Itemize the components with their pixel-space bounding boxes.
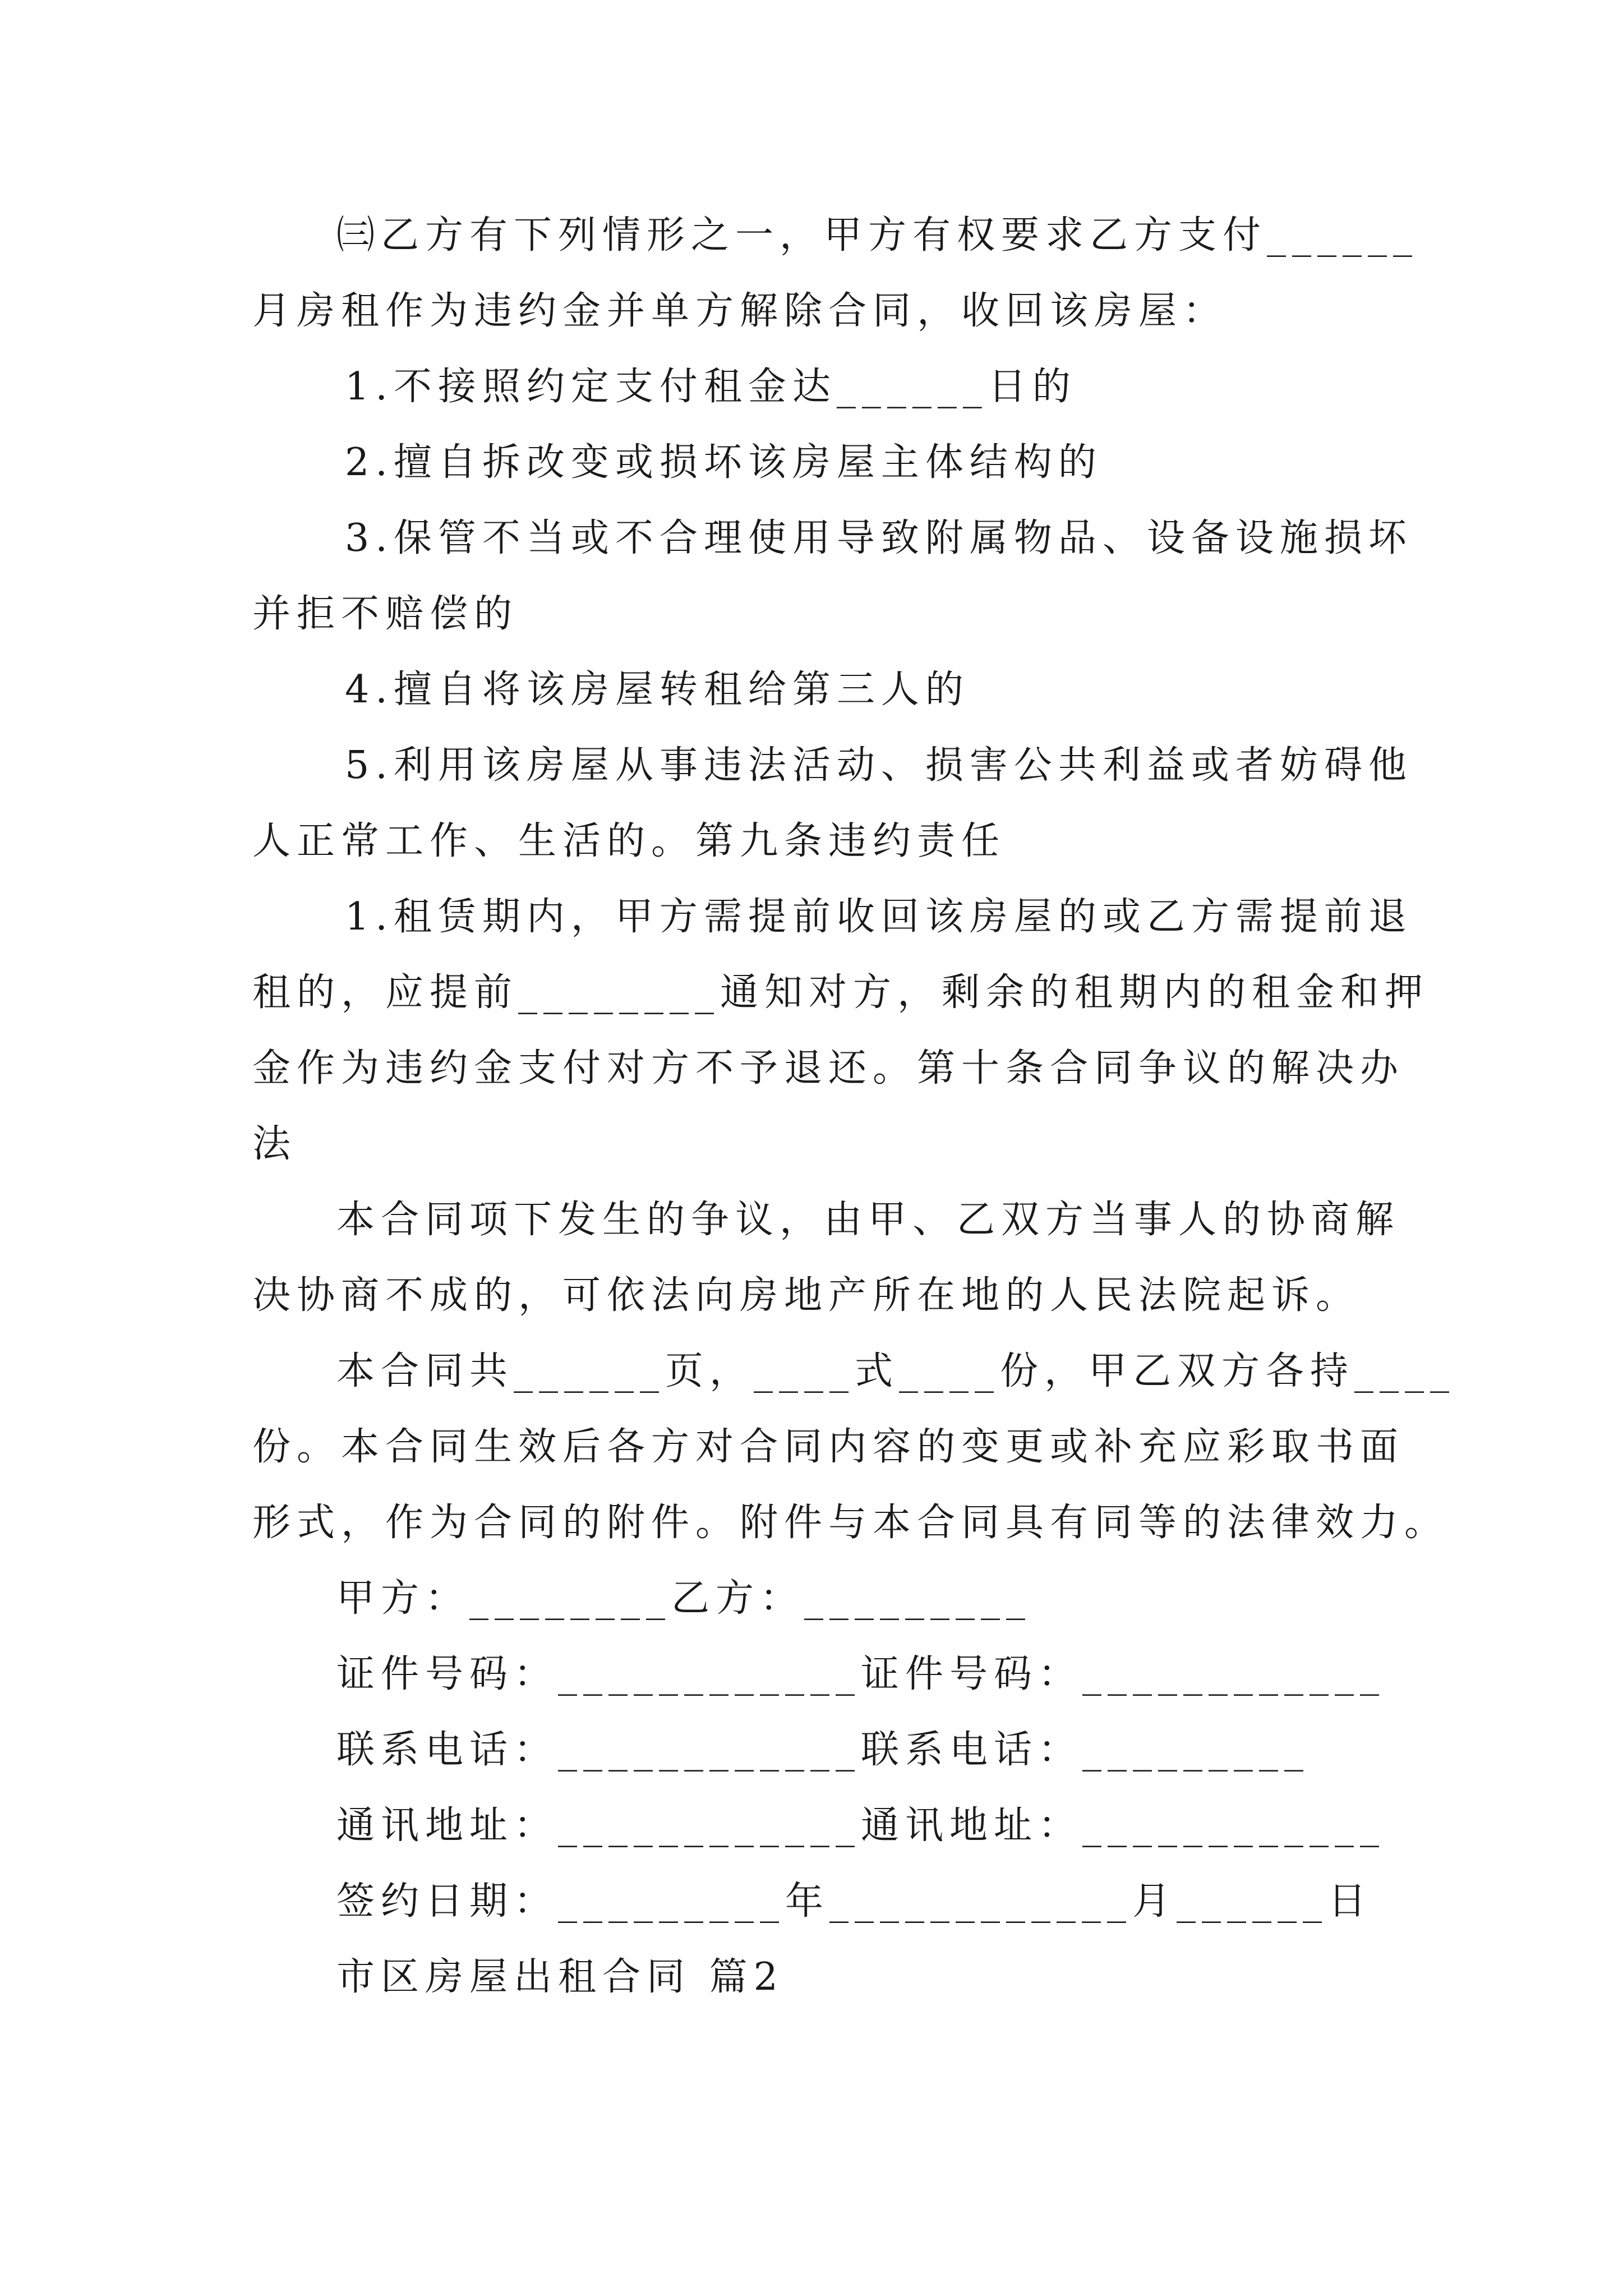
signature-line: 甲方：________乙方：_________: [336, 1576, 1032, 1621]
paragraph-line: ㈢乙方有下列情形之一，甲方有权要求乙方支付______: [336, 213, 1419, 257]
signature-line: 联系电话：____________联系电话：_________: [336, 1728, 1310, 1772]
paragraph-line: 决协商不成的，可依法向房地产所在地的人民法院起诉。: [252, 1273, 1361, 1318]
paragraph-line: 租的，应提前________通知对方，剩余的租期内的租金和押: [252, 970, 1430, 1015]
paragraph-line: 4.擅自将该房屋转租给第三人的: [345, 668, 970, 712]
paragraph-line: 1.租赁期内，甲方需提前收回该房屋的或乙方需提前退: [345, 895, 1413, 939]
section-heading: 市区房屋出租合同 篇2: [336, 1955, 784, 1999]
paragraph-line: 本合同共______页，____式____份，甲乙双方各持____: [336, 1349, 1456, 1393]
paragraph-line: 份。本合同生效后各方对合同内容的变更或补充应彩取书面: [252, 1425, 1405, 1469]
paragraph-line: 并拒不赔偿的: [252, 592, 519, 636]
paragraph-line: 法: [252, 1122, 297, 1166]
paragraph-line: 2.擅自拆改变或损坏该房屋主体结构的: [345, 440, 1103, 485]
paragraph-line: 月房租作为违约金并单方解除合同，收回该房屋：: [252, 289, 1228, 333]
paragraph-line: 3.保管不当或不合理使用导致附属物品、设备设施损坏: [345, 516, 1413, 560]
signature-line: 签约日期：_________年____________月______日: [336, 1879, 1373, 1924]
paragraph-line: 1.不接照约定支付租金达______日的: [345, 365, 1077, 409]
paragraph-line: 金作为违约金支付对方不予退还。第十条合同争议的解决办: [252, 1046, 1405, 1091]
paragraph-line: 本合同项下发生的争议，由甲、乙双方当事人的协商解: [336, 1198, 1400, 1242]
paragraph-line: 人正常工作、生活的。第九条违约责任: [252, 819, 1006, 863]
paragraph-line: 5.利用该房屋从事违法活动、损害公共利益或者妨碍他: [345, 743, 1413, 788]
signature-line: 通讯地址：____________通讯地址：____________: [336, 1803, 1386, 1848]
paragraph-line: 形式，作为合同的附件。附件与本合同具有同等的法律效力。: [252, 1501, 1449, 1545]
signature-line: 证件号码：____________证件号码：____________: [336, 1652, 1386, 1696]
